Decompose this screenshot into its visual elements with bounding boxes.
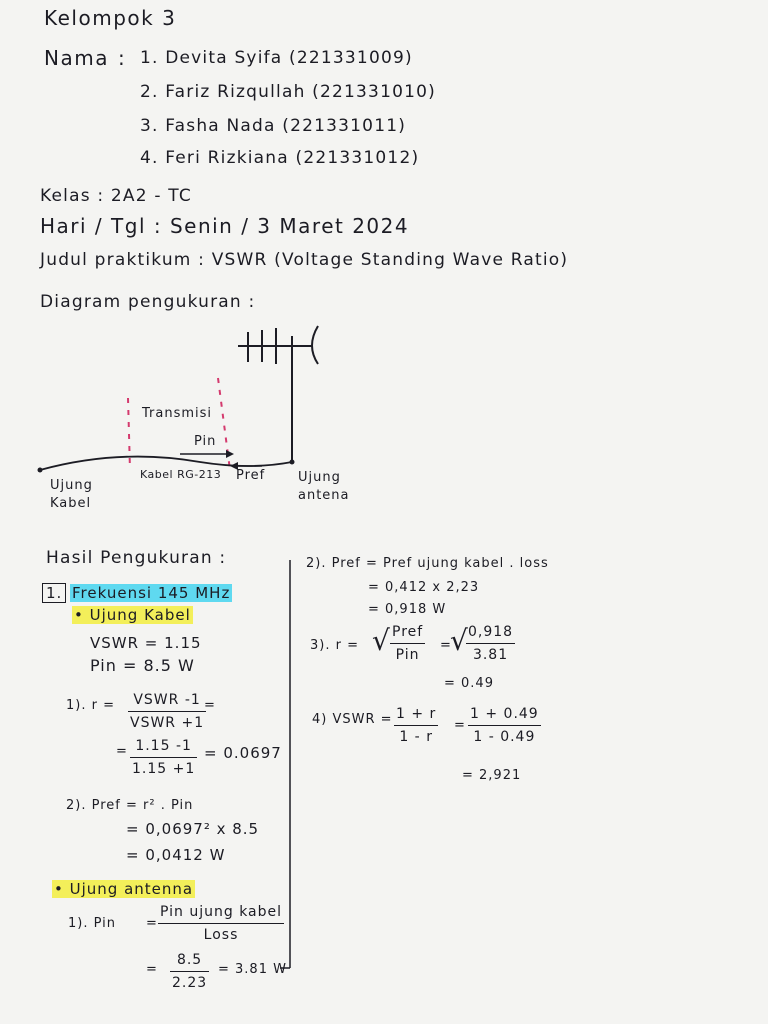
ujung-kabel-label-1: Ujung [50,478,93,493]
vswr-value: VSWR = 1.15 [90,634,202,652]
antena-step1-fraction [158,904,284,943]
vswr-eq: = [454,718,466,733]
step2-substitution: = 0,0697² x 8.5 [126,820,260,838]
pref-formula: 2). Pref = Pref ujung kabel . loss [306,556,549,571]
step2-formula: 2). Pref = r² . Pin [66,798,194,813]
antena-step1-denominator: Loss [203,927,239,943]
step1b-eq: = [116,744,128,759]
vswr-denominator-2: 1 - 0.49 [473,729,536,745]
transmisi-label: Transmisi [142,406,213,421]
antena-step1b-numerator: 8.5 [176,952,203,968]
vswr-numerator-1: 1 + r [396,706,437,722]
step1-numerator: VSWR -1 [133,692,201,708]
member-3: 3. Fasha Nada (221331011) [140,116,407,136]
antena-step1b-result: = 3.81 W [218,962,287,977]
sqrt-icon-2: √ [450,624,468,657]
member-4: 4. Feri Rizkiana (221331012) [140,148,420,168]
pref-substitution: = 0,412 x 2,23 [368,580,480,595]
step1-eq: = [204,698,216,713]
step2-result: = 0,0412 W [126,846,226,864]
r-fraction-2 [466,624,515,663]
antena-step1-label: 1). Pin [68,916,117,931]
pref-result: = 0,918 W [368,602,447,617]
step1-label: 1). r = [66,698,115,713]
member-2: 2. Fariz Rizqullah (221331010) [140,82,436,102]
antenna-icon [238,326,318,462]
r-eq: = [440,638,452,653]
antena-step1b-denominator: 2.23 [172,975,208,991]
r-numerator-1: Pref [392,624,424,640]
antena-step1-numerator: Pin ujung kabel [160,904,283,920]
vswr-denominator-1: 1 - r [399,729,433,745]
pref-label: Pref [236,468,266,483]
step1b-result: = 0.0697 [204,744,282,762]
antena-step1-eq: = [146,916,158,931]
transmission-bound-left [128,398,130,470]
ujung-antena-label-2: antena [298,488,350,503]
freq-number [42,584,66,602]
ujung-antena-heading [52,880,195,898]
step1-denominator: VSWR +1 [130,715,205,731]
kabel-label: Kabel RG-213 [140,468,222,481]
hasil-title: Hasil Pengukuran : [46,548,227,568]
step1b-denominator: 1.15 +1 [132,761,196,777]
vswr-fraction-2 [468,706,541,745]
step1-fraction [128,692,206,731]
sqrt-icon: √ [372,624,390,657]
freq-label: Frekuensi 145 MHz [72,584,231,602]
vswr-label: 4) VSWR = [312,712,393,727]
r-fraction-1 [390,624,425,663]
ujung-antena-label-1: Ujung [298,470,341,485]
nama-label: Nama [44,46,109,70]
step1b-fraction [130,738,197,777]
member-1: 1. Devita Syifa (221331009) [140,48,413,68]
ujung-antena-label: • Ujung antenna [54,880,194,898]
r-numerator-2: 0,918 [468,624,514,640]
ujung-kabel-heading [72,606,193,624]
hari-tanggal: Hari / Tgl : Senin / 3 Maret 2024 [40,214,410,238]
freq-index: 1. [42,583,66,603]
diagram-title: Diagram pengukuran : [40,292,256,312]
vswr-fraction-1 [394,706,438,745]
antena-step1b-eq: = [146,962,158,977]
r-denominator-2: 3.81 [472,647,509,663]
vswr-result: = 2,921 [462,768,522,783]
judul-praktikum: Judul praktikum : VSWR (Voltage Standing Wave Ratio) [40,250,569,270]
freq-heading [70,584,232,602]
step1b-numerator: 1.15 -1 [135,738,192,754]
vswr-numerator-2: 1 + 0.49 [470,706,539,722]
ujung-kabel-label-2: Kabel [50,496,92,511]
pin-label: Pin [194,434,217,449]
group-title: Kelompok 3 [44,6,177,30]
nama-colon: : [118,46,127,70]
ujung-kabel-label: • Ujung Kabel [74,606,191,624]
pin-value: Pin = 8.5 W [90,656,195,675]
r-denominator-1: Pin [395,647,420,663]
r-label: 3). r = [310,638,359,653]
kelas: Kelas : 2A2 - TC [40,186,192,206]
antena-step1b-fraction [170,952,209,991]
r-result: = 0.49 [444,676,494,691]
